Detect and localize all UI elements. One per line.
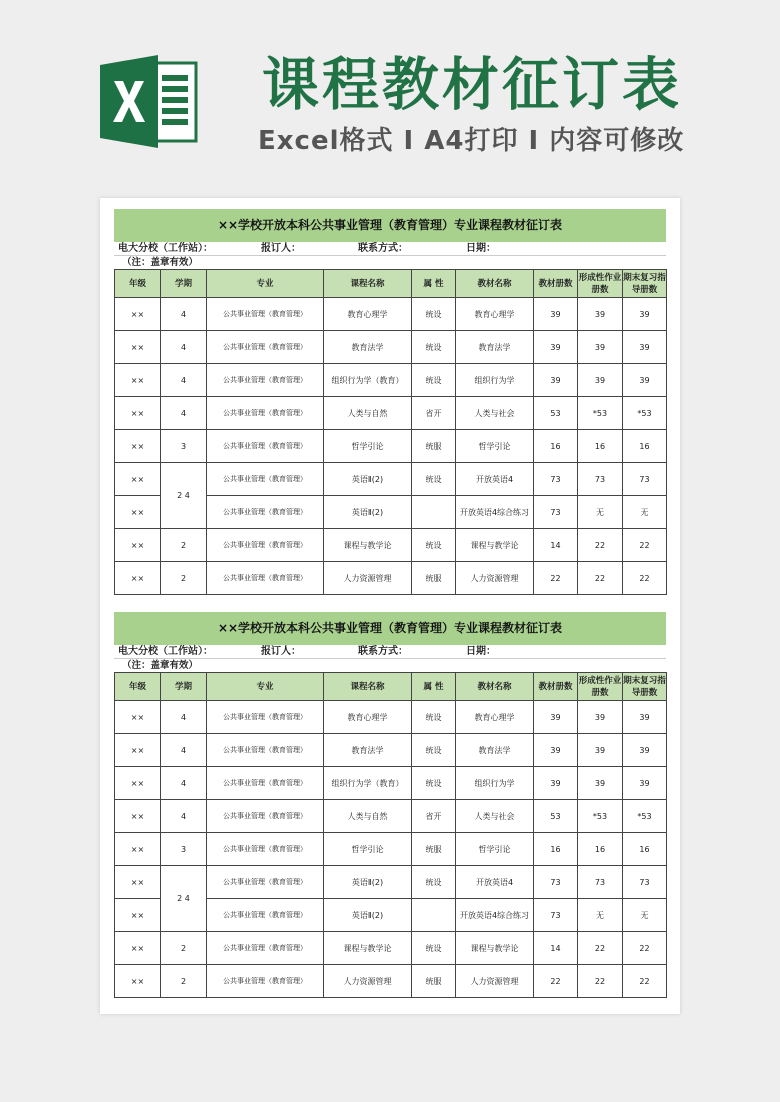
excel-icon [100,55,200,148]
info-orderer-label: 报订人： [261,646,301,657]
table-cell[interactable]: 英语Ⅱ(2) [324,899,412,932]
info-date-label: 日期： [466,243,496,254]
table-cell[interactable]: 公共事业管理（教育管理） [207,529,324,562]
table-cell[interactable]: 73 [578,463,623,496]
table-cell[interactable]: 课程与教学论 [456,529,534,562]
column-header: 教材名称 [456,673,534,701]
table-cell[interactable]: 39 [534,734,578,767]
note-text: （注：盖章有效） [122,257,199,268]
table-cell[interactable]: 人力资源管理 [324,965,412,998]
table-cell[interactable]: 公共事业管理（教育管理） [207,932,324,965]
table-cell[interactable]: 课程与教学论 [324,529,412,562]
table-row [115,866,667,899]
table-cell[interactable]: ×× [115,701,161,734]
page-title: 课程教材征订表 [262,52,682,118]
table-cell[interactable]: 统设 [412,298,456,331]
table-cell[interactable]: 无 [623,899,667,932]
table-cell[interactable]: 公共事业管理（教育管理） [207,463,324,496]
table-cell[interactable]: 教育心理学 [324,298,412,331]
note-text: （注：盖章有效） [122,660,199,671]
table-cell[interactable]: 统服 [412,562,456,595]
column-header: 教材名称 [456,270,534,298]
table-cell[interactable]: 英语Ⅱ(2) [324,866,412,899]
table-cell[interactable]: ×× [115,529,161,562]
table-cell[interactable]: 组织行为学 [456,767,534,800]
table-cell[interactable]: 22 [623,965,667,998]
column-header: 学期 [161,270,207,298]
table-cell[interactable]: 16 [534,833,578,866]
table-cell[interactable]: 39 [534,767,578,800]
column-header: 期末复习指导册数 [623,270,667,298]
table-cell[interactable]: 16 [534,430,578,463]
table-row [115,331,667,364]
table-cell[interactable]: 公共事业管理（教育管理） [207,899,324,932]
table-cell[interactable]: ×× [115,364,161,397]
table-cell[interactable]: 公共事业管理（教育管理） [207,397,324,430]
table-cell[interactable]: 4 [161,800,207,833]
table-cell[interactable]: ×× [115,767,161,800]
column-header: 教材册数 [534,673,578,701]
table-cell[interactable]: 73 [534,866,578,899]
table-cell[interactable]: 2 4 [161,463,207,529]
order-sheet [114,612,666,998]
table-cell[interactable]: 39 [578,734,623,767]
table-cell[interactable]: 公共事业管理（教育管理） [207,767,324,800]
table-cell[interactable]: 16 [578,430,623,463]
table-cell[interactable]: 39 [623,767,667,800]
table-cell[interactable]: 4 [161,701,207,734]
table-cell[interactable]: 教育心理学 [456,298,534,331]
table-cell[interactable]: 39 [623,331,667,364]
table-cell[interactable]: ×× [115,331,161,364]
table-cell[interactable]: 统设 [412,767,456,800]
table-row [115,562,667,595]
table-cell[interactable]: 开放英语4 [456,866,534,899]
table-cell[interactable]: 16 [623,833,667,866]
table-cell[interactable]: 22 [623,529,667,562]
table-cell[interactable]: 39 [534,298,578,331]
info-branch-label: 电大分校（工作站）： [118,646,213,657]
column-header: 专业 [207,270,324,298]
table-cell[interactable]: 无 [623,496,667,529]
table-row [115,965,667,998]
table-cell[interactable]: 课程与教学论 [324,932,412,965]
table-cell[interactable]: 无 [578,899,623,932]
table-cell[interactable]: *53 [623,397,667,430]
table-cell[interactable]: 22 [578,965,623,998]
table-cell[interactable]: 39 [623,734,667,767]
table-cell[interactable]: 公共事业管理（教育管理） [207,734,324,767]
table-row [115,529,667,562]
table-cell[interactable]: 14 [534,529,578,562]
table-cell[interactable]: ×× [115,562,161,595]
table-cell[interactable]: ×× [115,800,161,833]
table-cell[interactable]: 22 [623,562,667,595]
table-cell[interactable]: 22 [623,932,667,965]
table-cell[interactable]: 教育法学 [324,331,412,364]
order-table [114,672,667,998]
table-cell[interactable]: 73 [534,463,578,496]
order-sheet [114,209,666,595]
table-cell[interactable]: 无 [578,496,623,529]
table-cell[interactable]: 教育法学 [456,734,534,767]
table-cell[interactable]: 22 [534,562,578,595]
table-cell[interactable]: 3 [161,833,207,866]
table-row [115,833,667,866]
table-row [115,767,667,800]
table-cell[interactable]: 人力资源管理 [324,562,412,595]
table-cell[interactable]: 公共事业管理（教育管理） [207,562,324,595]
table-cell[interactable]: 哲学引论 [456,833,534,866]
column-header: 课程名称 [324,270,412,298]
table-cell[interactable]: 4 [161,364,207,397]
column-header: 属 性 [412,270,456,298]
table-cell[interactable]: 统设 [412,463,456,496]
table-cell[interactable]: ×× [115,397,161,430]
table-cell[interactable]: 统设 [412,529,456,562]
table-cell[interactable]: 哲学引论 [324,430,412,463]
table-cell[interactable]: 省开 [412,397,456,430]
table-cell[interactable]: 统设 [412,331,456,364]
table-cell[interactable]: 14 [534,932,578,965]
column-header: 年级 [115,673,161,701]
table-cell[interactable]: 4 [161,767,207,800]
table-cell[interactable]: 公共事业管理（教育管理） [207,701,324,734]
table-cell[interactable]: 39 [534,701,578,734]
table-cell[interactable]: 公共事业管理（教育管理） [207,965,324,998]
table-cell[interactable]: 公共事业管理（教育管理） [207,800,324,833]
table-cell[interactable]: 22 [578,932,623,965]
table-cell[interactable]: 22 [534,965,578,998]
table-cell[interactable]: 组织行为学（教育） [324,767,412,800]
table-cell[interactable]: *53 [623,800,667,833]
sheet-title: ××学校开放本科公共事业管理（教育管理）专业课程教材征订表 [114,209,666,242]
table-header-row [115,270,667,298]
order-table [114,269,667,595]
note-row [114,256,666,269]
table-cell[interactable]: 哲学引论 [324,833,412,866]
table-cell[interactable]: 英语Ⅱ(2) [324,463,412,496]
table-cell[interactable]: 教育心理学 [324,701,412,734]
table-cell[interactable]: 16 [578,833,623,866]
column-header: 专业 [207,673,324,701]
page-subtitle: Excel格式 I A4打印 I 内容可修改 [258,126,685,156]
column-header: 学期 [161,673,207,701]
table-cell[interactable]: 22 [578,529,623,562]
table-row [115,800,667,833]
table-cell[interactable]: 73 [534,496,578,529]
column-header: 形成性作业册数 [578,673,623,701]
table-cell[interactable]: 哲学引论 [456,430,534,463]
table-cell[interactable]: 统设 [412,701,456,734]
table-cell[interactable]: 73 [578,866,623,899]
table-cell[interactable]: 人类与自然 [324,800,412,833]
info-contact-label: 联系方式： [358,243,408,254]
table-cell[interactable]: 2 [161,562,207,595]
table-cell[interactable]: 公共事业管理（教育管理） [207,331,324,364]
table-cell[interactable]: 教育心理学 [456,701,534,734]
table-row [115,397,667,430]
table-cell[interactable]: ×× [115,430,161,463]
table-cell[interactable]: 2 [161,529,207,562]
column-header: 课程名称 [324,673,412,701]
info-date-label: 日期： [466,646,496,657]
table-cell[interactable]: 英语Ⅱ(2) [324,496,412,529]
table-cell[interactable]: 课程与教学论 [456,932,534,965]
table-row [115,463,667,496]
table-cell[interactable] [412,899,456,932]
table-cell[interactable]: 省开 [412,800,456,833]
table-cell[interactable]: 人类与社会 [456,800,534,833]
table-cell[interactable]: 2 [161,965,207,998]
table-cell[interactable]: 公共事业管理（教育管理） [207,298,324,331]
table-cell[interactable] [412,496,456,529]
info-orderer-label: 报订人： [261,243,301,254]
table-cell[interactable]: 人力资源管理 [456,965,534,998]
table-cell[interactable]: 39 [578,364,623,397]
table-row [115,701,667,734]
table-cell[interactable]: 开放英语4综合练习 [456,899,534,932]
table-cell[interactable]: ×× [115,298,161,331]
table-cell[interactable]: 统设 [412,866,456,899]
page-header [0,0,780,190]
column-header: 属 性 [412,673,456,701]
table-cell[interactable]: 2 4 [161,866,207,932]
table-cell[interactable]: *53 [578,397,623,430]
table-cell[interactable]: ×× [115,866,161,899]
table-row [115,298,667,331]
sheet-title: ××学校开放本科公共事业管理（教育管理）专业课程教材征订表 [114,612,666,645]
table-cell[interactable]: 53 [534,800,578,833]
table-cell[interactable]: 统设 [412,364,456,397]
table-cell[interactable]: 教育法学 [324,734,412,767]
table-cell[interactable]: 39 [578,701,623,734]
table-cell[interactable]: 公共事业管理（教育管理） [207,496,324,529]
table-cell[interactable]: 39 [623,364,667,397]
table-cell[interactable]: 73 [623,463,667,496]
table-cell[interactable]: 4 [161,734,207,767]
table-cell[interactable]: 22 [578,562,623,595]
table-cell[interactable]: 39 [578,767,623,800]
table-cell[interactable]: 人类与社会 [456,397,534,430]
table-cell[interactable]: ×× [115,496,161,529]
table-cell[interactable]: 组织行为学（教育） [324,364,412,397]
info-branch-label: 电大分校（工作站）： [118,243,213,254]
table-cell[interactable]: 39 [623,701,667,734]
table-cell[interactable]: 73 [623,866,667,899]
table-cell[interactable]: 公共事业管理（教育管理） [207,866,324,899]
table-cell[interactable]: 16 [623,430,667,463]
table-cell[interactable]: ×× [115,833,161,866]
document-page [100,198,680,1014]
table-cell[interactable]: 2 [161,932,207,965]
table-cell[interactable]: 公共事业管理（教育管理） [207,430,324,463]
table-row [115,430,667,463]
table-cell[interactable]: *53 [578,800,623,833]
table-cell[interactable]: 统服 [412,430,456,463]
column-header: 教材册数 [534,270,578,298]
table-cell[interactable]: 开放英语4 [456,463,534,496]
table-row [115,932,667,965]
table-cell[interactable]: ×× [115,965,161,998]
table-cell[interactable]: 统服 [412,833,456,866]
table-header-row [115,673,667,701]
table-cell[interactable]: 53 [534,397,578,430]
table-cell[interactable]: 4 [161,397,207,430]
table-cell[interactable]: 开放英语4综合练习 [456,496,534,529]
table-cell[interactable]: ×× [115,463,161,496]
table-cell[interactable]: 人类与自然 [324,397,412,430]
table-cell[interactable]: 39 [534,331,578,364]
table-cell[interactable]: 39 [534,364,578,397]
table-cell[interactable]: 39 [578,298,623,331]
table-cell[interactable]: ×× [115,932,161,965]
table-cell[interactable]: 公共事业管理（教育管理） [207,364,324,397]
table-cell[interactable]: 统设 [412,734,456,767]
info-row [114,242,666,256]
info-contact-label: 联系方式： [358,646,408,657]
table-cell[interactable]: 3 [161,430,207,463]
table-row [115,734,667,767]
table-cell[interactable]: 组织行为学 [456,364,534,397]
column-header: 期末复习指导册数 [623,673,667,701]
column-header: 形成性作业册数 [578,270,623,298]
table-cell[interactable]: 教育法学 [456,331,534,364]
table-cell[interactable]: 4 [161,331,207,364]
table-cell[interactable]: 73 [534,899,578,932]
table-cell[interactable]: ×× [115,899,161,932]
table-cell[interactable]: 39 [623,298,667,331]
table-cell[interactable]: 公共事业管理（教育管理） [207,833,324,866]
table-cell[interactable]: 4 [161,298,207,331]
table-cell[interactable]: 39 [578,331,623,364]
column-header: 年级 [115,270,161,298]
note-row [114,659,666,672]
table-cell[interactable]: 统设 [412,932,456,965]
table-row [115,364,667,397]
info-row [114,645,666,659]
table-cell[interactable]: ×× [115,734,161,767]
table-cell[interactable]: 人力资源管理 [456,562,534,595]
table-cell[interactable]: 统服 [412,965,456,998]
